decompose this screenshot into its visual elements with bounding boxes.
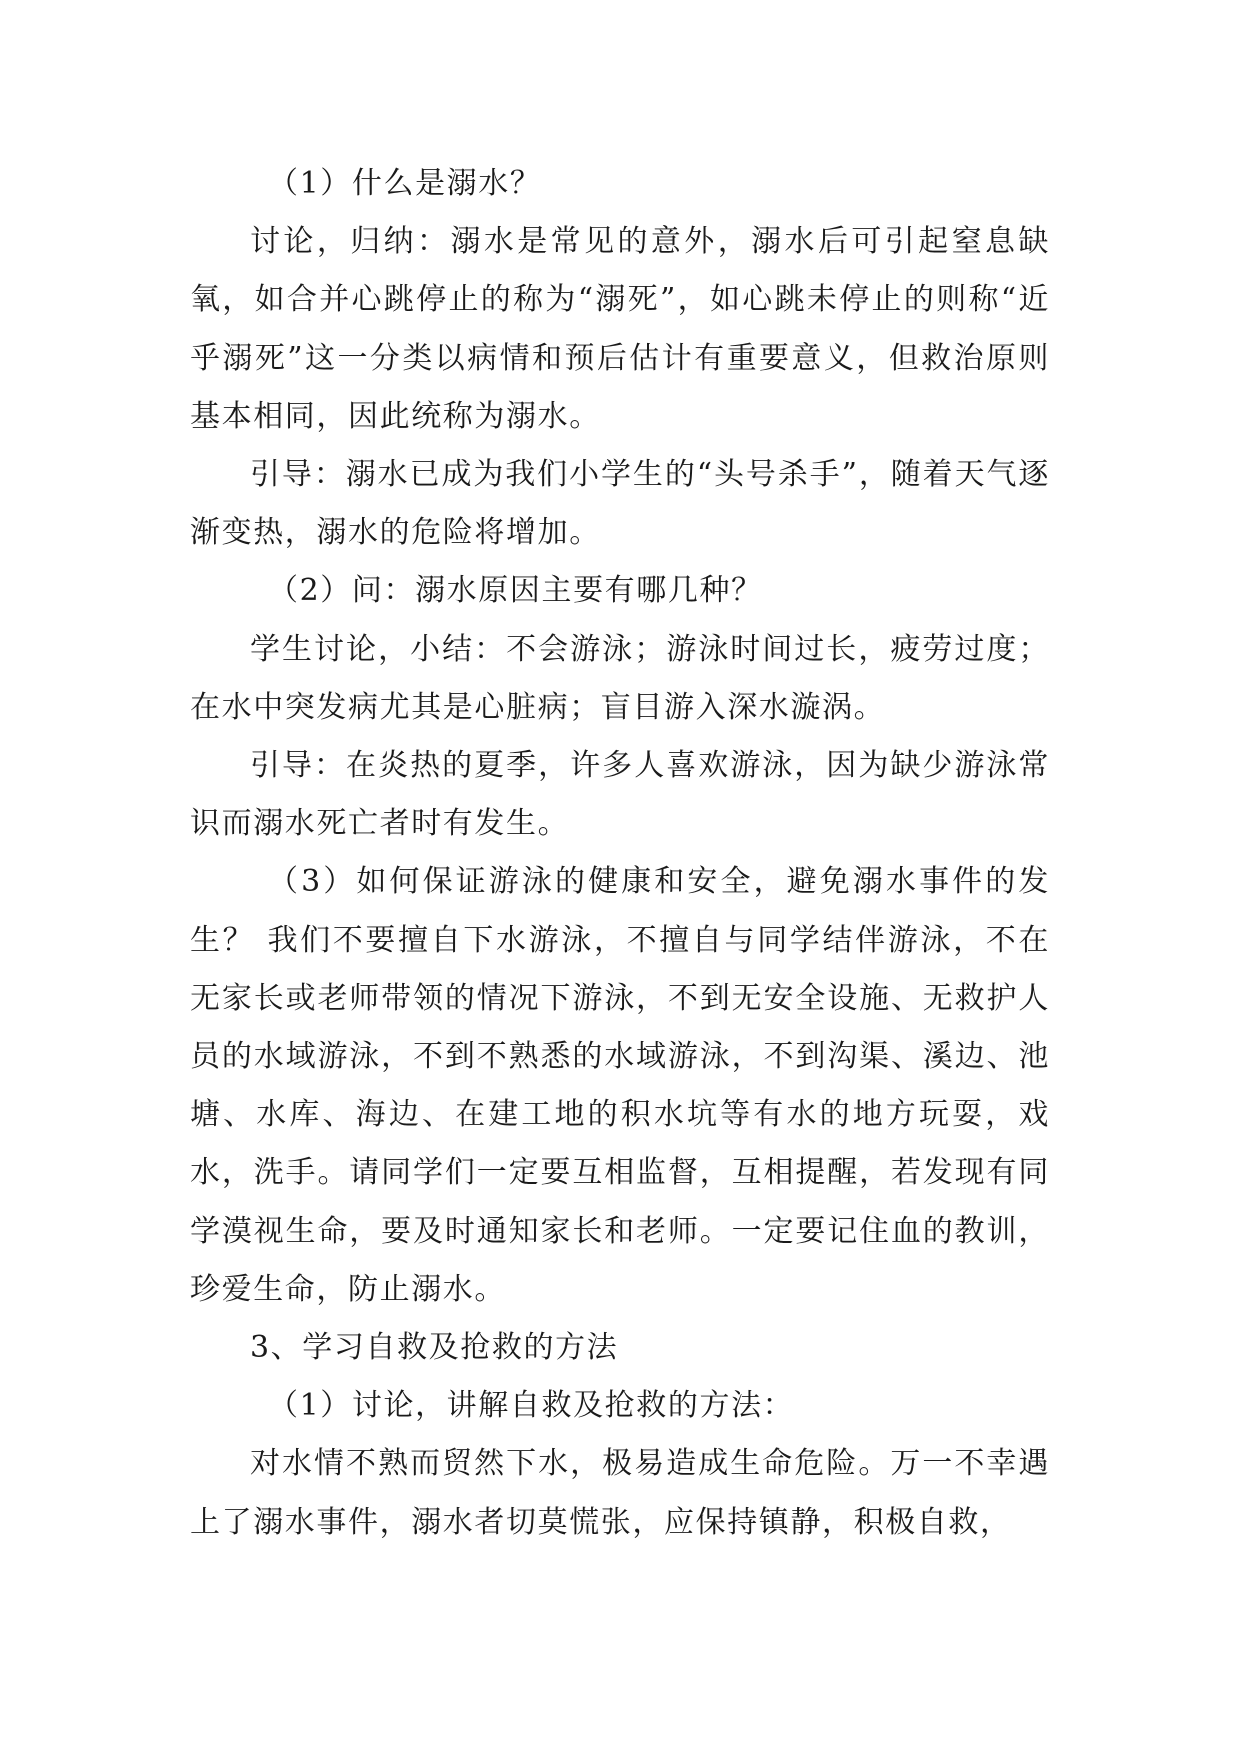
paragraph-what-is-drowning: （1）什么是溺水？ [268,166,542,201]
paragraph-guide-summer: 引导：在炎热的夏季，许多人喜欢游泳，因为缺少游泳常识而溺水死亡者时有发生。 [190,748,1050,842]
paragraph-rescue-intro: 对水情不熟而贸然下水，极易造成生命危险。万一不幸遇上了溺水事件，溺水者切莫慌张，应保持镇静，积极自救， [190,1446,1050,1540]
section-heading-self-rescue: 3、学习自救及抢救的方法 [250,1330,619,1366]
paragraph-question-causes: （2）问：溺水原因主要有哪几种？ [268,573,763,609]
paragraph-discussion-definition: 讨论，归纳：溺水是常见的意外，溺水后可引起窒息缺氧，如合并心跳停止的称为“溺死”，如心跳未停止的则称“近乎溺死”这一分类以病情和预后估计有重要意义，但救治原则基本相同，因此统称为溺水。 [190,224,1050,434]
paragraph-guide-top-killer: 引导：溺水已成为我们小学生的“头号杀手”，随着天气逐渐变热，溺水的危险将增加。 [190,457,1050,551]
paragraph-rescue-methods-heading: （1）讨论，讲解自救及抢救的方法： [268,1388,795,1424]
paragraph-student-summary: 学生讨论，小结：不会游泳；游泳时间过长，疲劳过度；在水中突发病尤其是心脏病；盲目游入深水漩涡。 [190,631,1050,725]
body-text [190,155,1050,1552]
paragraph-safety-rules: （3）如何保证游泳的健康和安全，避免溺水事件的发生？ 我们不要擅自下水游泳，不擅自与同学结伴游泳，不在无家长或老师带领的情况下游泳，不到无安全设施、无救护人员的水域游泳，不到不熟悉的水域游泳，不到沟渠、溪边、池塘、水库、海边、在建工地的积水坑等有水的地方玩耍，戏水，洗手。请同学们一定要互相监督，互相提醒，若发现有同学漠视生命，要及时通知家长和老师。一定要记住血的教训，珍爱生命，防止溺水。 [190,864,1050,1307]
